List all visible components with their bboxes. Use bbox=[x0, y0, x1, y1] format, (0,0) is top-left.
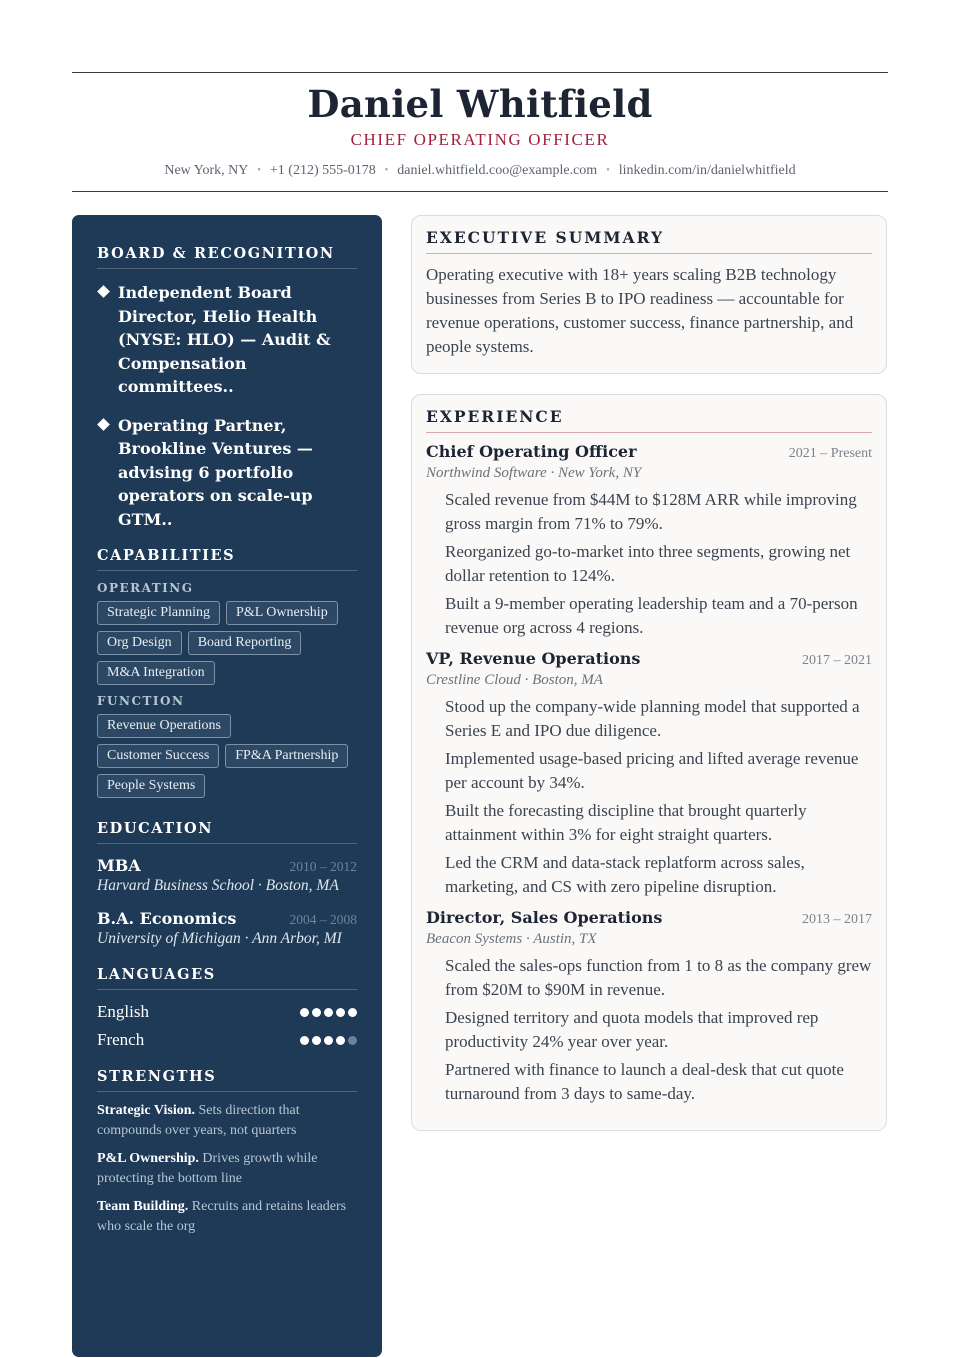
proficiency-dot-filled bbox=[324, 1036, 333, 1045]
proficiency-dots bbox=[300, 1036, 357, 1045]
summary-card bbox=[411, 215, 887, 374]
capability-chips-operating bbox=[97, 601, 357, 685]
education-heading: EDUCATION bbox=[97, 820, 357, 844]
capability-chips-function bbox=[97, 714, 357, 798]
education-degree: B.A. Economics bbox=[97, 909, 237, 928]
strength-title: P&L Ownership. bbox=[97, 1151, 199, 1166]
job-entry bbox=[426, 649, 872, 899]
job-company: Crestline Cloud · Boston, MA bbox=[426, 672, 603, 688]
diamond-bullet-icon bbox=[97, 285, 110, 298]
candidate-role: CHIEF OPERATING OFFICER bbox=[350, 130, 610, 149]
job-entry bbox=[426, 442, 872, 640]
job-title: VP, Revenue Operations bbox=[426, 649, 641, 668]
job-bullet: Led the CRM and data-stack replatform across sales, marketing, and CS with zero pipeline disruption. bbox=[445, 853, 805, 896]
contact-email[interactable]: daniel.whitfield.coo@example.com bbox=[397, 163, 598, 178]
proficiency-dot-empty bbox=[348, 1036, 357, 1045]
strength-title: Strategic Vision. bbox=[97, 1103, 195, 1118]
job-bullet: Reorganized go-to-market into three segments, growing net dollar retention to 124%. bbox=[445, 542, 851, 585]
language-name: English bbox=[97, 1002, 149, 1021]
separator-dot: • bbox=[257, 165, 261, 176]
summary-heading: EXECUTIVE SUMMARY bbox=[426, 228, 872, 254]
skill-chip: People Systems bbox=[97, 774, 205, 798]
strength-item bbox=[97, 1197, 357, 1236]
summary-text: Operating executive with 18+ years scaling B2B technology businesses from Series B to IPO readiness — accountable for revenue operations, customer success, finance partnership, and people systems. bbox=[426, 265, 854, 356]
job-company: Northwind Software · New York, NY bbox=[426, 465, 642, 481]
job-bullet: Designed territory and quota models that improved rep productivity 24% year over year. bbox=[445, 1008, 819, 1051]
board-list bbox=[97, 281, 357, 531]
skill-chip: Org Design bbox=[97, 631, 182, 655]
strength-text: Sets direction that compounds over years, not quarters bbox=[97, 1103, 300, 1138]
skill-chip: Strategic Planning bbox=[97, 601, 220, 625]
candidate-name: Daniel Whitfield bbox=[307, 82, 653, 126]
job-bullet: Implemented usage-based pricing and lifted average revenue per account by 34%. bbox=[445, 749, 859, 792]
job-dates: 2021 – Present bbox=[788, 446, 872, 461]
capabilities-heading: CAPABILITIES bbox=[97, 547, 357, 571]
job-title: Director, Sales Operations bbox=[426, 908, 663, 927]
diamond-bullet-icon bbox=[97, 418, 110, 431]
skill-chip: M&A Integration bbox=[97, 661, 215, 685]
proficiency-dot-filled bbox=[312, 1008, 321, 1017]
board-item-text: Independent Board Director, Helio Health (NYSE: HLO) — Audit & Compensation committees.. bbox=[118, 283, 331, 396]
strength-text: Recruits and retains leaders who scale the org bbox=[97, 1199, 347, 1234]
language-row bbox=[97, 1030, 357, 1050]
board-item-text: Operating Partner, Brookline Ventures — advising 6 portfolio operators on scale-up GTM.. bbox=[118, 415, 313, 529]
job-dates: 2017 – 2021 bbox=[802, 653, 872, 668]
education-school: University of Michigan · Ann Arbor, MI bbox=[97, 930, 342, 947]
capability-group-label: FUNCTION bbox=[97, 694, 185, 708]
separator-dot: • bbox=[384, 165, 389, 176]
language-name: French bbox=[97, 1030, 145, 1049]
proficiency-dot-filled bbox=[312, 1036, 321, 1045]
strengths-list bbox=[97, 1101, 357, 1236]
job-bullet: Scaled the sales-ops function from 1 to 8 as the company grew from $20M to $90M in revenue. bbox=[445, 956, 872, 999]
header-bottom-rule bbox=[72, 191, 888, 192]
contact-phone[interactable]: +1 (212) 555-0178 bbox=[269, 163, 376, 178]
job-bullet: Built a 9-member operating leadership team and a 70-person revenue org across 4 regions. bbox=[445, 594, 858, 637]
job-bullet: Stood up the company-wide planning model that supported a Series E and IPO due diligence. bbox=[445, 697, 860, 740]
board-item bbox=[97, 414, 357, 532]
education-school: Harvard Business School · Boston, MA bbox=[97, 877, 339, 894]
language-row bbox=[97, 1002, 357, 1022]
contact-linkedin[interactable]: linkedin.com/in/danielwhitfield bbox=[618, 163, 796, 178]
proficiency-dot-filled bbox=[300, 1008, 309, 1017]
education-years: 2010 – 2012 bbox=[289, 859, 357, 874]
board-heading: BOARD & RECOGNITION bbox=[97, 245, 357, 269]
job-bullet: Built the forecasting discipline that brought quarterly attainment within 3% for eight straight quarters. bbox=[445, 801, 807, 844]
sidebar bbox=[72, 215, 382, 1357]
proficiency-dot-filled bbox=[300, 1036, 309, 1045]
capability-group-label: OPERATING bbox=[97, 581, 194, 595]
strength-item bbox=[97, 1101, 357, 1140]
job-company: Beacon Systems · Austin, TX bbox=[426, 931, 597, 947]
proficiency-dot-filled bbox=[324, 1008, 333, 1017]
contact-line bbox=[0, 163, 960, 179]
proficiency-dot-filled bbox=[336, 1008, 345, 1017]
languages-heading: LANGUAGES bbox=[97, 966, 357, 990]
job-title: Chief Operating Officer bbox=[426, 442, 637, 461]
job-bullet: Scaled revenue from $44M to $128M ARR while improving gross margin from 71% to 79%. bbox=[445, 490, 857, 533]
education-item bbox=[97, 856, 357, 897]
skill-chip: Customer Success bbox=[97, 744, 219, 768]
experience-heading: EXPERIENCE bbox=[426, 407, 872, 433]
skill-chip: Board Reporting bbox=[188, 631, 302, 655]
proficiency-dot-filled bbox=[348, 1008, 357, 1017]
proficiency-dot-filled bbox=[336, 1036, 345, 1045]
job-bullet: Partnered with finance to launch a deal-desk that cut quote turnaround from 3 days to same-day. bbox=[445, 1060, 844, 1103]
strengths-heading: STRENGTHS bbox=[97, 1068, 357, 1092]
strength-text: Drives growth while protecting the bottom line bbox=[97, 1151, 318, 1186]
experience-card bbox=[411, 394, 887, 1131]
education-item bbox=[97, 909, 357, 950]
strength-item bbox=[97, 1149, 357, 1188]
education-years: 2004 – 2008 bbox=[289, 912, 357, 927]
board-item bbox=[97, 281, 357, 399]
skill-chip: P&L Ownership bbox=[226, 601, 338, 625]
separator-dot: • bbox=[606, 165, 610, 176]
top-rule bbox=[72, 72, 888, 73]
contact-location: New York, NY bbox=[164, 163, 249, 178]
job-entry bbox=[426, 908, 872, 1106]
education-degree: MBA bbox=[97, 856, 141, 875]
skill-chip: FP&A Partnership bbox=[225, 744, 348, 768]
skill-chip: Revenue Operations bbox=[97, 714, 231, 738]
strength-title: Team Building. bbox=[97, 1199, 189, 1214]
job-dates: 2013 – 2017 bbox=[802, 912, 872, 927]
proficiency-dots bbox=[300, 1008, 357, 1017]
